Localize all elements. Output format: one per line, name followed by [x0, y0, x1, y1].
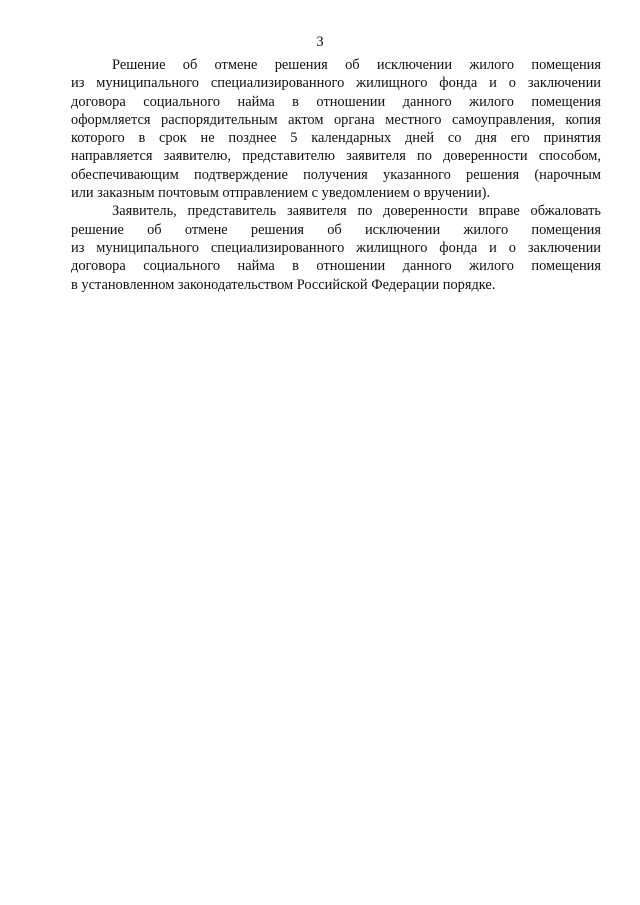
paragraph-2	[71, 202, 601, 293]
text-line: которого в срок не позднее 5 календарных дней со дня его принятия	[71, 130, 601, 147]
text-line: договора социального найма в отношении данного жилого помещения	[71, 258, 601, 275]
text-line: из муниципального специализированного жилищного фонда и о заключении	[71, 239, 601, 256]
paragraph-1	[71, 56, 601, 202]
page-number: 3	[316, 34, 324, 50]
text-line: оформляется распорядительным актом органа местного самоуправления, копия	[71, 111, 601, 128]
text-line: в установленном законодательством Российской Федерации порядке.	[71, 276, 496, 293]
text-line: обеспечивающим подтверждение получения указанного решения (нарочным	[71, 166, 601, 183]
text-line: Решение об отмене решения об исключении жилого помещения	[112, 57, 601, 73]
document-body	[71, 56, 601, 294]
text-line: Заявитель, представитель заявителя по доверенности вправе обжаловать	[112, 203, 601, 220]
text-line: из муниципального специализированного жилищного фонда и о заключении	[71, 75, 601, 92]
text-line: или заказным почтовым отправлением с уведомлением о вручении).	[71, 185, 491, 202]
text-line: направляется заявителю, представителю заявителя по доверенности способом,	[71, 148, 601, 165]
text-line: договора социального найма в отношении данного жилого помещения	[71, 93, 601, 110]
text-line: решение об отмене решения об исключении жилого помещения	[71, 221, 601, 238]
